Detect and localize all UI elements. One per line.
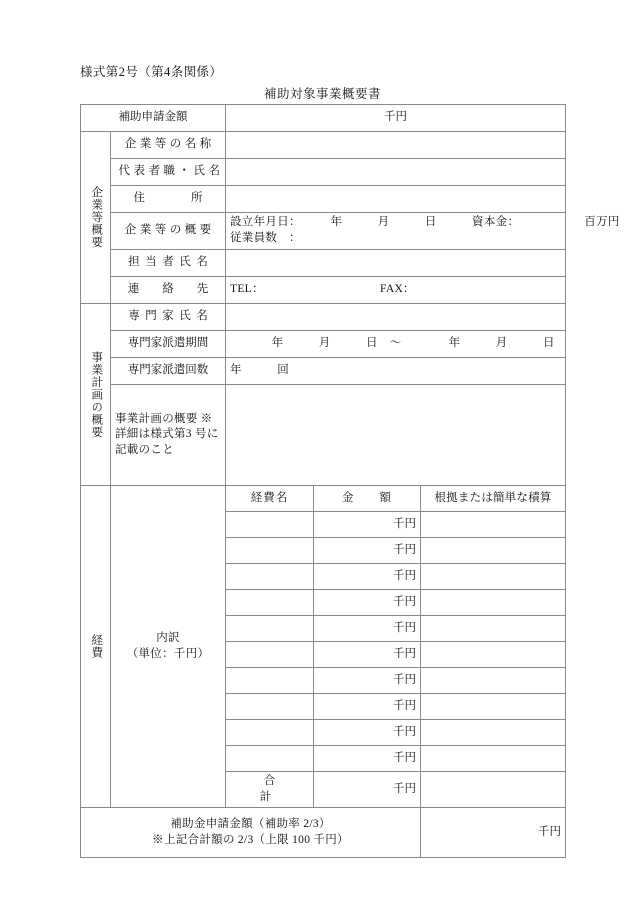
expense-basis-1[interactable] [421,538,566,564]
table-row-expert-count [81,358,566,385]
company-outline-field[interactable] [226,213,620,250]
breakdown-label-cell [111,486,226,808]
expense-name-8[interactable] [226,720,314,746]
table-row-representative [81,159,566,186]
expense-basis-4[interactable] [421,616,566,642]
representative-label: 代表者職・氏名 [111,159,226,186]
expense-amount-0[interactable]: 千円 [314,512,421,538]
expense-basis-9[interactable] [421,746,566,772]
expense-total-amount[interactable]: 千円 [314,772,421,808]
application-form-table [80,104,620,858]
subsidy-request-label: 補助申請金額 [81,105,226,132]
expense-amount-1[interactable]: 千円 [314,538,421,564]
footer-description [81,808,421,858]
plan-outline-field[interactable] [226,385,566,486]
form-number: 様式第2号（第4条関係） [80,65,223,79]
expense-amount-4[interactable]: 千円 [314,616,421,642]
contact-label: 連 絡 先 [111,277,226,304]
table-row-footer [81,808,566,858]
expense-amount-7[interactable]: 千円 [314,694,421,720]
table-row-contact [81,277,566,304]
address-field[interactable] [226,186,566,213]
representative-field[interactable] [226,159,566,186]
company-outline-label: 企業等の概要 [111,213,226,250]
expense-basis-6[interactable] [421,668,566,694]
tel-label: TEL： [230,283,264,296]
expense-amount-8[interactable]: 千円 [314,720,421,746]
expense-total-basis[interactable] [421,772,566,808]
expert-count-label: 専門家派遣回数 [111,358,226,385]
table-row-expert-name [81,304,566,331]
table-row-expense-header [81,486,566,512]
expense-name-5[interactable] [226,642,314,668]
table-row-contact-person [81,250,566,277]
expense-col-basis: 根拠または簡単な積算 [421,486,566,512]
table-row-plan-outline [81,385,566,486]
table-row-company-name [81,132,566,159]
expense-name-3[interactable] [226,590,314,616]
footer-amount-field[interactable]: 千円 [421,808,566,858]
contact-person-field[interactable] [226,250,566,277]
expense-total-label: 合 計 [226,772,314,808]
plan-outline-line1: 事業計画の概要 [115,412,198,425]
breakdown-unit: （単位：千円） [126,647,210,660]
breakdown-label: 内訳 [156,632,180,644]
plan-outline-line3: 号に記載のこと [115,428,219,456]
table-row-company-outline [81,213,566,250]
plan-outline-line2: ※詳細は様式第3 [115,412,213,441]
expense-basis-7[interactable] [421,694,566,720]
rail-plan-overview: 事業計画の概要 [81,304,111,486]
table-row-subsidy-request [81,105,566,132]
fax-label: FAX： [380,283,415,296]
expense-amount-5[interactable]: 千円 [314,642,421,668]
document-title: 補助対象事業概要書 [263,87,381,101]
expert-period-label: 専門家派遣期間 [111,331,226,358]
expense-basis-2[interactable] [421,564,566,590]
employees-line: 従業員数 ： [230,232,301,244]
contact-field[interactable] [226,277,566,304]
expense-name-4[interactable] [226,616,314,642]
company-name-field[interactable] [226,132,566,159]
plan-outline-label [111,385,226,486]
expense-name-7[interactable] [226,694,314,720]
expert-period-field[interactable]: 年 月 日 ～ 年 月 日 [226,331,566,358]
expense-amount-6[interactable]: 千円 [314,668,421,694]
expense-name-9[interactable] [226,746,314,772]
expert-count-field[interactable]: 年 回 [226,358,566,385]
expense-name-6[interactable] [226,668,314,694]
subsidy-request-unit[interactable]: 千円 [226,105,566,132]
footer-line2: ※上記合計額の 2/3（上限 100 千円） [152,833,349,846]
expense-col-name: 経費名 [226,486,314,512]
expense-name-2[interactable] [226,564,314,590]
contact-person-label: 担当者氏名 [111,250,226,277]
expense-basis-3[interactable] [421,590,566,616]
table-row-expert-period [81,331,566,358]
expert-name-field[interactable] [226,304,566,331]
expense-col-amount: 金 額 [314,486,421,512]
expense-amount-9[interactable]: 千円 [314,746,421,772]
expense-basis-5[interactable] [421,642,566,668]
expert-name-label: 専門家氏名 [111,304,226,331]
company-name-label: 企業等の名称 [111,132,226,159]
expense-name-0[interactable] [226,512,314,538]
expense-amount-2[interactable]: 千円 [314,564,421,590]
expense-basis-0[interactable] [421,512,566,538]
address-label: 住 所 [111,186,226,213]
rail-expense: 経費 [81,486,111,808]
expense-amount-3[interactable]: 千円 [314,590,421,616]
rail-company-overview: 企業等概要 [81,132,111,304]
expense-name-1[interactable] [226,538,314,564]
table-row-address [81,186,566,213]
footer-line1: 補助金申請金額（補助率 2/3） [170,818,331,831]
expense-basis-8[interactable] [421,720,566,746]
founding-capital-line: 設立年月日： 年 月 日 資本金： 百万円 [230,216,620,229]
